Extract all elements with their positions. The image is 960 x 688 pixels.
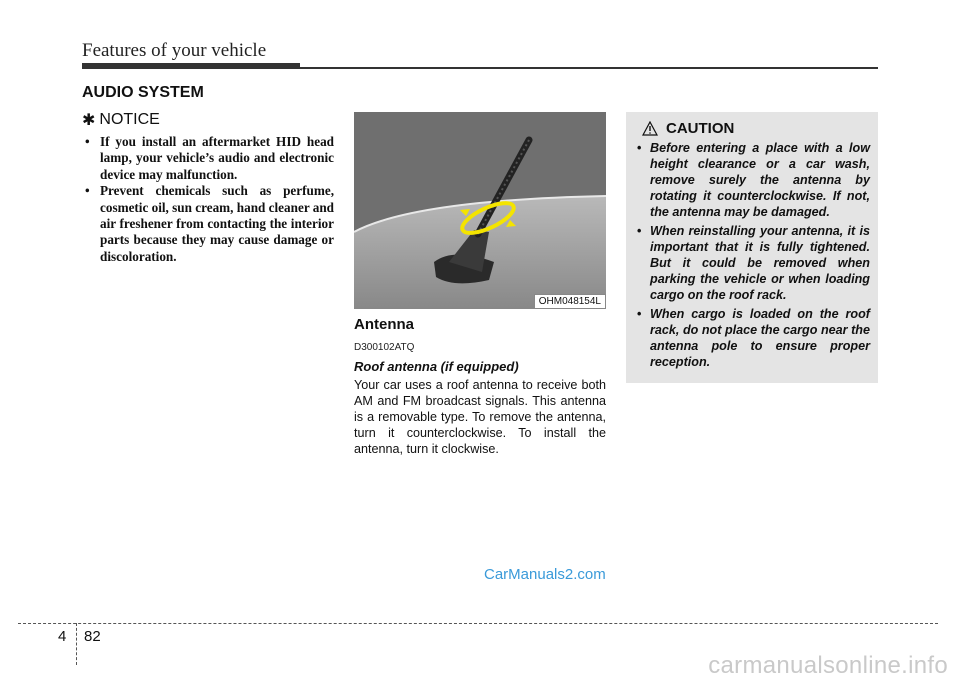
- caution-title: [642, 120, 870, 137]
- antenna-code: D300102ATQ: [354, 342, 415, 353]
- footer-vertical-rule: [76, 623, 77, 665]
- page-header-title: Features of your vehicle: [82, 40, 267, 61]
- notice-title-text: NOTICE: [99, 111, 160, 128]
- antenna-subheading: Roof antenna (if equipped): [354, 359, 519, 374]
- notice-block: [82, 110, 334, 265]
- notice-star-icon: ✱: [82, 112, 96, 129]
- caution-list: [634, 140, 870, 370]
- antenna-body: Your car uses a roof antenna to receive both AM and FM broadcast signals. This antenna is a removable type. To remove the antenna, turn it counterclockwise. To install the antenna, turn it clockwise.: [354, 378, 606, 456]
- caution-item: • When reinstalling your antenna, it is important that it is fully tightened. But it could be removed when parking the vehicle or when loading cargo on the roof rack.: [634, 223, 870, 303]
- antenna-section: [354, 316, 606, 457]
- notice-item: • If you install an aftermarket HID head lamp, your vehicle’s audio and electronic device may malfunction.: [82, 134, 334, 183]
- notice-list: [82, 134, 334, 265]
- caution-item: • Before entering a place with a low height clearance or a car wash, remove surely the antenna by rotating it counterclockwise. If not, the antenna may be damaged.: [634, 140, 870, 220]
- header-rule: [82, 67, 878, 69]
- footer-page-number: 82: [84, 628, 101, 645]
- caution-item: • When cargo is loaded on the roof rack, do not place the cargo near the antenna pole to ensure proper reception.: [634, 306, 870, 370]
- caution-title-text: CAUTION: [666, 120, 735, 137]
- section-heading: AUDIO SYSTEM: [82, 84, 204, 101]
- footer-site-watermark: carmanualsonline.info: [708, 652, 948, 679]
- caution-box: [626, 112, 878, 383]
- notice-item: • Prevent chemicals such as perfume, cosmetic oil, sun cream, hand cleaner and air freshener from contacting the interior parts because they may cause damage or discoloration.: [82, 183, 334, 265]
- warning-triangle-icon: [642, 121, 658, 136]
- notice-title: [82, 110, 334, 130]
- figure-code-label: OHM048154L: [534, 294, 606, 309]
- roof-antenna-illustration: [354, 112, 606, 309]
- watermark-link[interactable]: CarManuals2.com: [484, 566, 606, 583]
- antenna-figure: [354, 112, 606, 309]
- antenna-heading: Antenna: [354, 316, 414, 333]
- footer-dashed-rule: [18, 623, 938, 624]
- footer-chapter-number: 4: [58, 628, 67, 645]
